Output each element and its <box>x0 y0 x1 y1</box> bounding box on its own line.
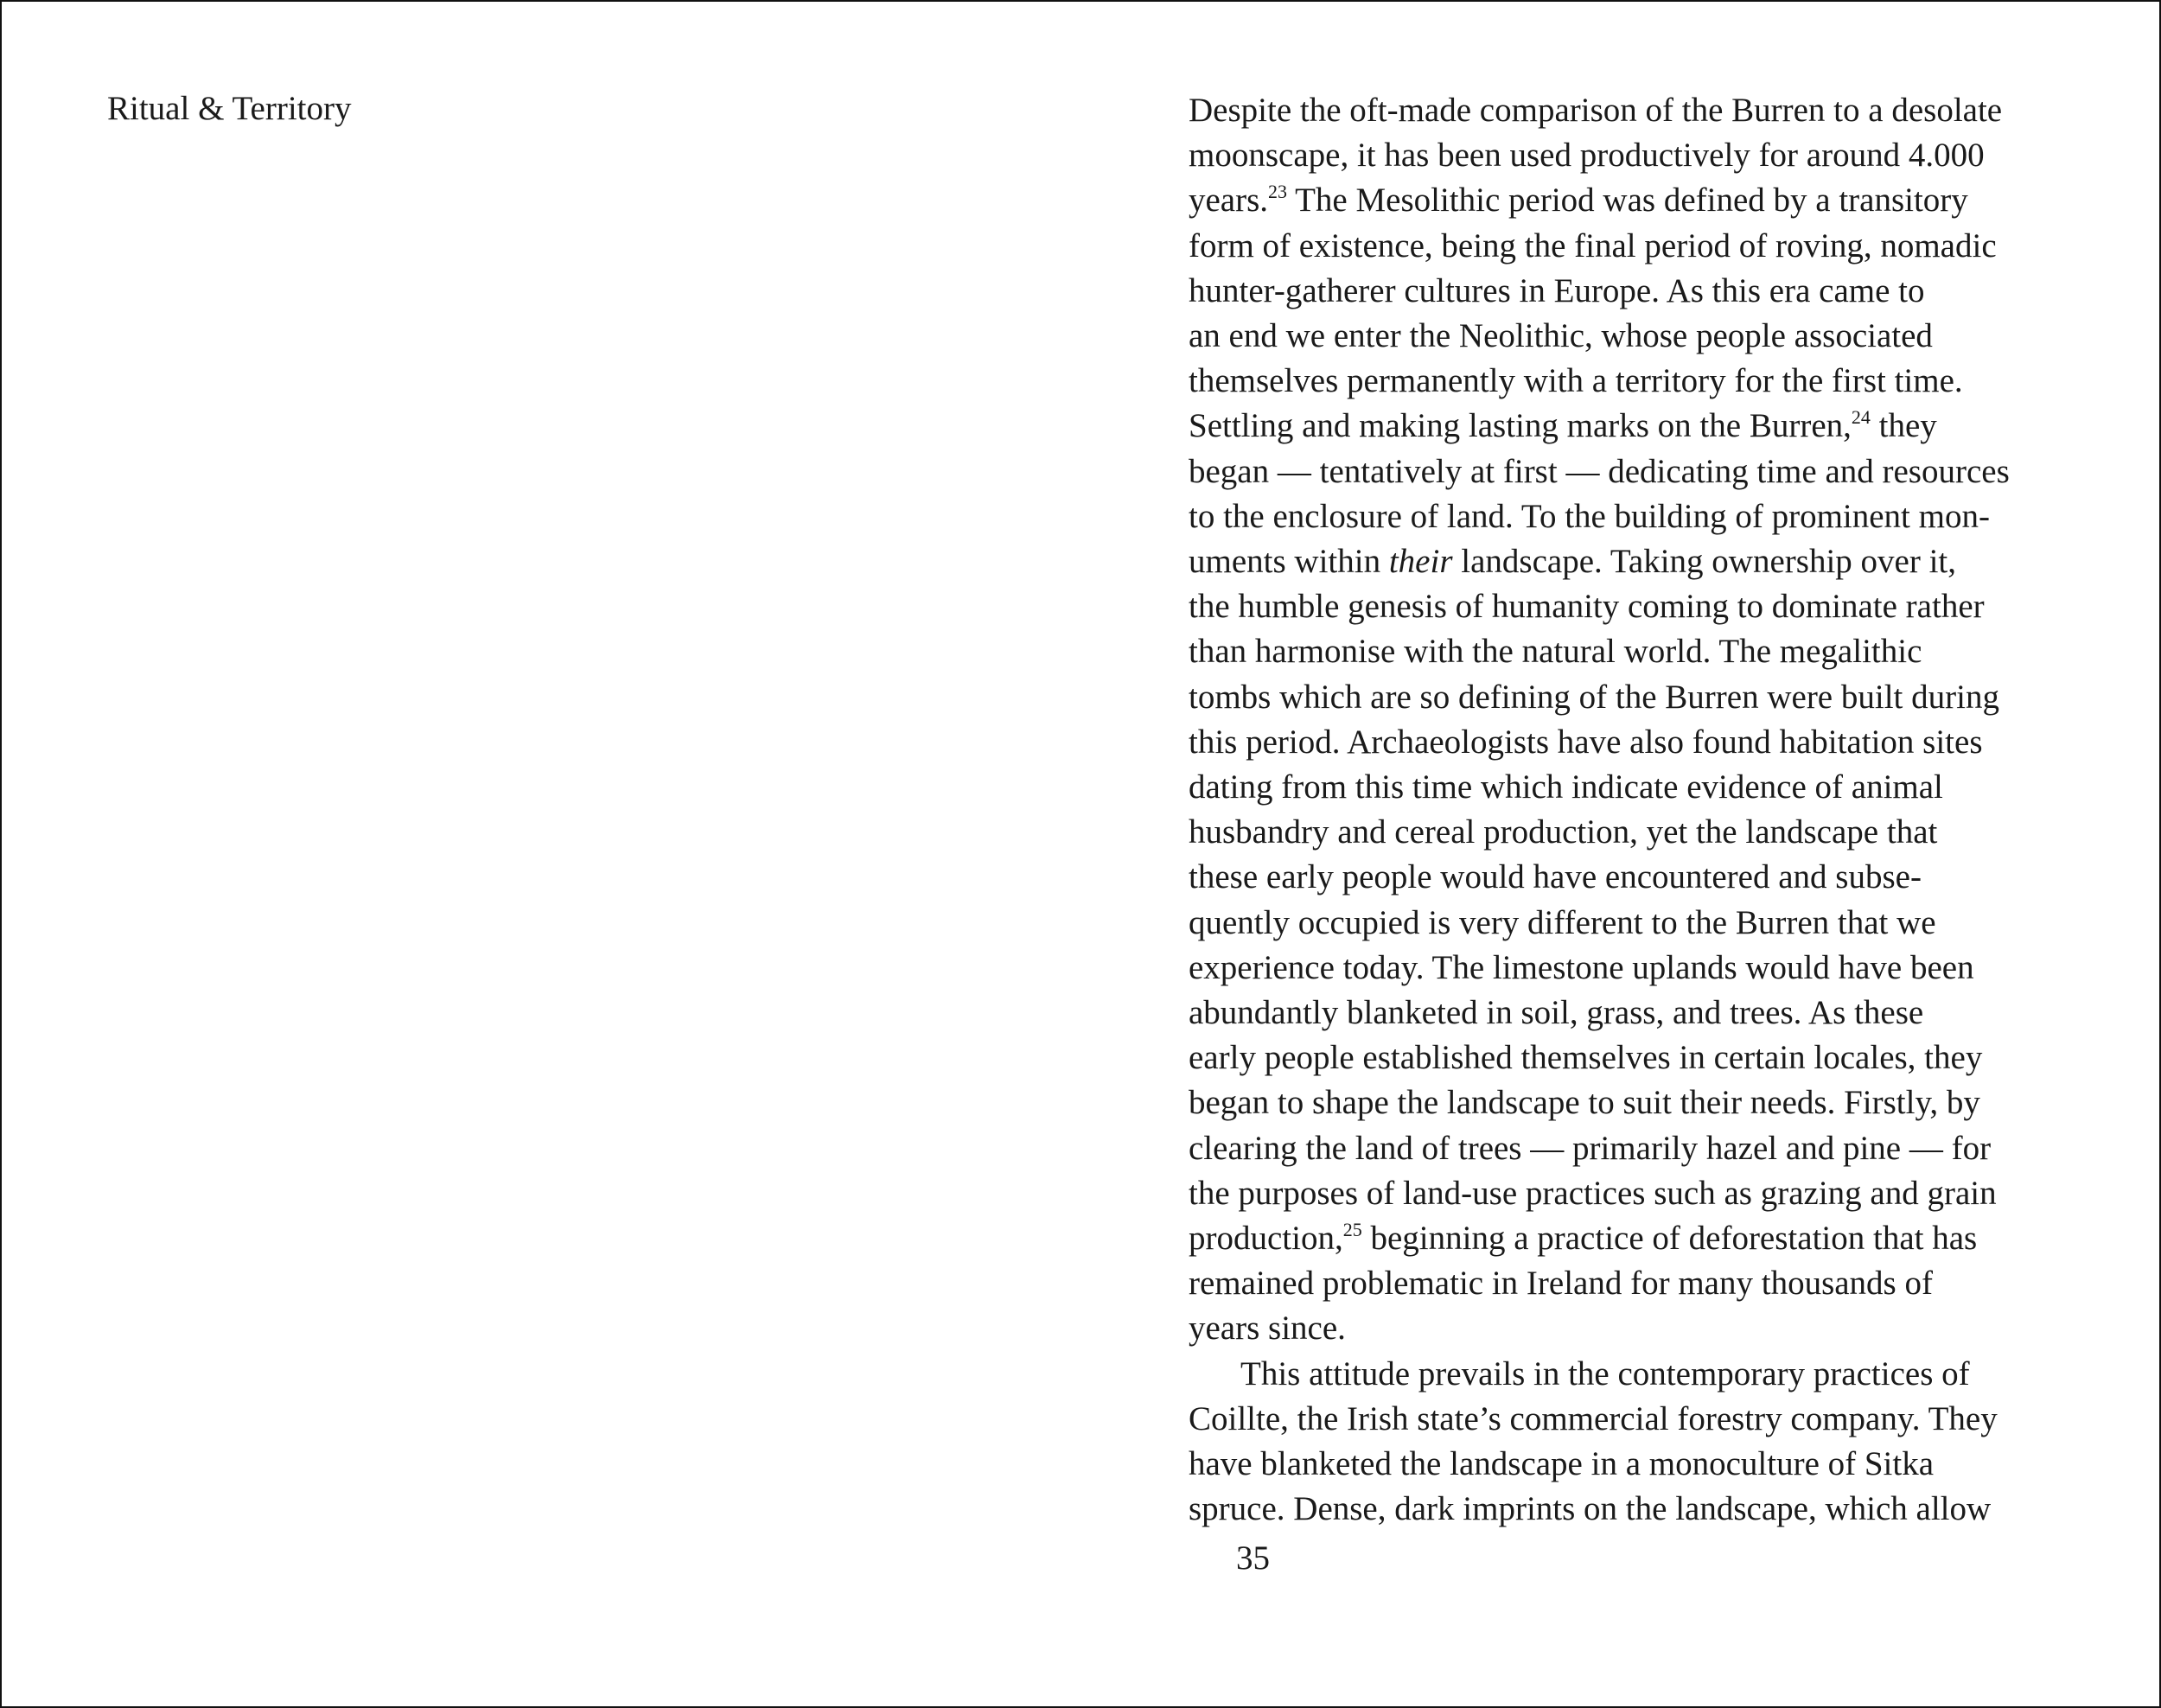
page-number: 35 <box>1236 1539 1270 1577</box>
body-text <box>1189 88 2105 1533</box>
text-line: spruce. Dense, dark imprints on the landscape, which allow <box>1189 1490 1992 1528</box>
text-line: remained problematic in Ireland for many thousands of <box>1189 1265 1933 1303</box>
text-line: years since. <box>1189 1310 1346 1348</box>
text-line: production,$^{25}$ beginning a practice of deforestation that has <box>1189 1219 1978 1258</box>
footnote-ref: 24 <box>1851 406 1871 429</box>
text-line: themselves permanently with a territory for the first time. <box>1189 362 1963 400</box>
text-line: hunter-gatherer cultures in Europe. As this era came to <box>1189 271 1925 309</box>
text-line: dating from this time which indicate evidence of animal <box>1189 768 1943 806</box>
emphasis-word: their <box>1388 543 1453 581</box>
text-line: Coillte, the Irish state’s commercial forestry company. They <box>1189 1399 1998 1437</box>
text-line: have blanketed the landscape in a monoculture of Sitka <box>1189 1445 1935 1483</box>
text-line: to the enclosure of land. To the building of prominent mon- <box>1189 497 1990 535</box>
text-line: began — tentatively at first — dedicating time and resources <box>1189 452 2010 490</box>
text-line: tombs which are so defining of the Burren were built during <box>1189 678 1999 716</box>
text-line: moonscape, it has been used productively for around 4.000 <box>1189 137 1985 175</box>
text-line: years.$^{23}$ The Mesolithic period was defined by a transitory <box>1189 181 1968 220</box>
text-line: Despite the oft-made comparison of the Burren to a desolate <box>1189 92 2003 129</box>
text-line: early people established themselves in certain locales, they <box>1189 1039 1983 1077</box>
footnote-ref: 23 <box>1268 181 1288 203</box>
text-line: the humble genesis of humanity coming to dominate rather <box>1189 588 1985 626</box>
text-line: this period. Archaeologists have also found habitation sites <box>1189 723 1983 761</box>
text-line: the purposes of land-use practices such as grazing and grain <box>1189 1174 1997 1212</box>
text-line: these early people would have encountered and subse- <box>1189 858 1922 896</box>
paragraph-start-line: This attitude prevails in the contemporary practices of <box>1240 1354 1970 1393</box>
running-head: Ritual & Territory <box>107 90 352 127</box>
text-line: quently occupied is very different to the Burren that we <box>1189 903 1936 941</box>
text-line: uments within their landscape. Taking ownership over it, <box>1189 543 1957 581</box>
text-line: Settling and making lasting marks on the Burren,$^{24}$ they <box>1189 406 1937 445</box>
text-line: form of existence, being the final period of roving, nomadic <box>1189 226 1997 264</box>
text-line: abundantly blanketed in soil, grass, and trees. As these <box>1189 994 1924 1032</box>
text-line: experience today. The limestone uplands would have been <box>1189 948 1974 986</box>
text-line: clearing the land of trees — primarily hazel and pine — for <box>1189 1129 1992 1167</box>
text-line: began to shape the landscape to suit their needs. Firstly, by <box>1189 1084 1980 1122</box>
text-line: an end we enter the Neolithic, whose people associated <box>1189 317 1933 355</box>
text-line: than harmonise with the natural world. The megalithic <box>1189 633 1922 671</box>
text-line: husbandry and cereal production, yet the landscape that <box>1189 813 1938 851</box>
footnote-ref: 25 <box>1342 1219 1362 1241</box>
